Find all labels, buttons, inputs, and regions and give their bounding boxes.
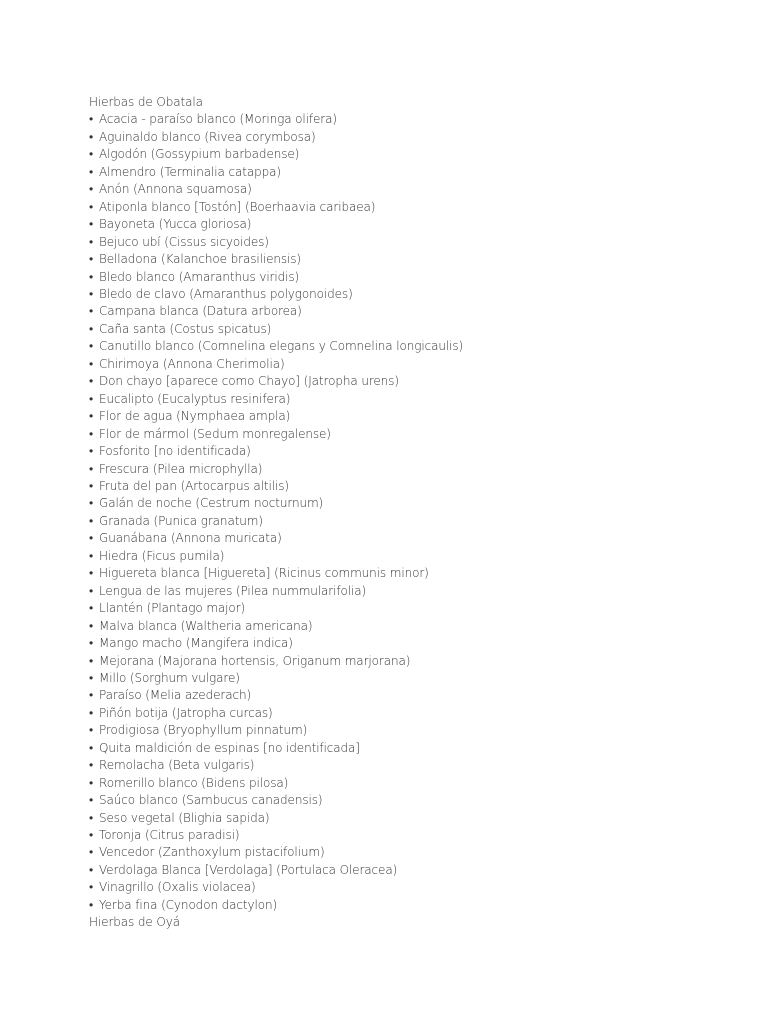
list-item (89, 740, 729, 757)
list-item (89, 879, 729, 896)
list-item-text: Quita maldición de espinas [no identificada] (99, 740, 360, 755)
list-item (89, 565, 729, 582)
bullet-icon: • (89, 164, 94, 179)
list-item (89, 757, 729, 774)
bullet-icon: • (89, 897, 94, 912)
list-item-text: Llantén (Plantago major) (99, 601, 246, 616)
list-item (89, 705, 729, 722)
list-item (89, 810, 729, 827)
list-item-text: Millo (Sorghum vulgare) (99, 670, 240, 685)
bullet-icon: • (89, 862, 94, 877)
bullet-icon: • (89, 269, 94, 284)
list-item (89, 426, 729, 443)
list-item (89, 827, 729, 844)
list-item (89, 443, 729, 460)
list-item-text: Acacia - paraíso blanco (Moringa olifera) (99, 112, 337, 127)
list-item-text: Fosforito [no identificada) (99, 444, 251, 459)
list-item-text: Caña santa (Costus spicatus) (99, 321, 272, 336)
list-item-text: Eucalipto (Eucalyptus resinifera) (99, 391, 291, 406)
list-item-text: Don chayo [aparece como Chayo] (Jatropha urens) (99, 374, 399, 389)
list-item (89, 303, 729, 320)
bullet-icon: • (89, 217, 94, 232)
bullet-icon: • (89, 252, 94, 267)
bullet-icon: • (89, 426, 94, 441)
bullet-icon: • (89, 531, 94, 546)
list-item (89, 600, 729, 617)
bullet-icon: • (89, 670, 94, 685)
list-item (89, 653, 729, 670)
list-item-text: Guanábana (Annona muricata) (99, 531, 282, 546)
bullet-icon: • (89, 286, 94, 301)
bullet-icon: • (89, 618, 94, 633)
list-item-text: Bledo blanco (Amaranthus viridis) (99, 269, 300, 284)
list-item (89, 216, 729, 233)
bullet-icon: • (89, 653, 94, 668)
bullet-icon: • (89, 478, 94, 493)
list-item-text: Romerillo blanco (Bidens pilosa) (99, 775, 289, 790)
bullet-icon: • (89, 758, 94, 773)
list-item (89, 862, 729, 879)
bullet-icon: • (89, 601, 94, 616)
list-item-text: Vencedor (Zanthoxylum pistacifolium) (99, 845, 325, 860)
list-item (89, 251, 729, 268)
list-item (89, 548, 729, 565)
list-item-text: Algodón (Gossypium barbadense) (99, 147, 300, 162)
list-item (89, 181, 729, 198)
bullet-icon: • (89, 513, 94, 528)
bullet-icon: • (89, 880, 94, 895)
list-item (89, 356, 729, 373)
list-item-text: Galán de noche (Cestrum nocturnum) (99, 496, 324, 511)
list-item (89, 618, 729, 635)
bullet-icon: • (89, 496, 94, 511)
document-body (89, 94, 729, 932)
list-item-text: Frescura (Pilea microphylla) (99, 461, 263, 476)
list-item (89, 792, 729, 809)
list-item (89, 164, 729, 181)
list-item (89, 269, 729, 286)
list-item-text: Lengua de las mujeres (Pilea nummularifolia) (99, 583, 367, 598)
list-item (89, 129, 729, 146)
list-item-text: Prodigiosa (Bryophyllum pinnatum) (99, 723, 308, 738)
bullet-icon: • (89, 409, 94, 424)
list-item-text: Vinagrillo (Oxalis violacea) (99, 880, 256, 895)
list-item-text: Piñón botija (Jatropha curcas) (99, 705, 273, 720)
section-heading-obatala: Hierbas de Obatala (89, 95, 203, 109)
bullet-icon: • (89, 828, 94, 843)
list-item-text: Mango macho (Mangifera indica) (99, 636, 293, 651)
list-item-text: Fruta del pan (Artocarpus altilis) (99, 478, 289, 493)
list-item (89, 234, 729, 251)
list-item-text: Flor de agua (Nymphaea ampla) (99, 409, 291, 424)
bullet-icon: • (89, 636, 94, 651)
list-item (89, 530, 729, 547)
bullet-icon: • (89, 234, 94, 249)
list-item (89, 199, 729, 216)
bullet-icon: • (89, 583, 94, 598)
list-item (89, 373, 729, 390)
bullet-icon: • (89, 775, 94, 790)
list-item-text: Campana blanca (Datura arborea) (99, 304, 302, 319)
list-item-text: Paraíso (Melia azederach) (99, 688, 252, 703)
bullet-icon: • (89, 845, 94, 860)
list-item-text: Bayoneta (Yucca gloriosa) (99, 217, 252, 232)
list-item (89, 478, 729, 495)
bullet-icon: • (89, 793, 94, 808)
list-item-text: Bejuco ubí (Cissus sicyoides) (99, 234, 269, 249)
bullet-icon: • (89, 356, 94, 371)
list-item (89, 722, 729, 739)
list-item-text: Aguinaldo blanco (Rivea corymbosa) (99, 129, 316, 144)
bullet-icon: • (89, 147, 94, 162)
list-item (89, 321, 729, 338)
bullet-icon: • (89, 339, 94, 354)
list-item (89, 111, 729, 128)
bullet-icon: • (89, 740, 94, 755)
list-item-text: Belladona (Kalanchoe brasiliensis) (99, 252, 301, 267)
bullet-icon: • (89, 723, 94, 738)
list-item (89, 286, 729, 303)
list-item-text: Chirimoya (Annona Cherimolia) (99, 356, 285, 371)
bullet-icon: • (89, 444, 94, 459)
list-item (89, 338, 729, 355)
bullet-icon: • (89, 566, 94, 581)
bullet-icon: • (89, 199, 94, 214)
list-item (89, 844, 729, 861)
bullet-icon: • (89, 321, 94, 336)
plant-list (89, 111, 729, 914)
list-item-text: Verdolaga Blanca [Verdolaga] (Portulaca Oleracea) (99, 862, 398, 877)
list-item-text: Toronja (Citrus paradisi) (99, 828, 240, 843)
list-item-text: Yerba fina (Cynodon dactylon) (99, 897, 278, 912)
bullet-icon: • (89, 461, 94, 476)
list-item (89, 461, 729, 478)
list-item-text: Flor de mármol (Sedum monregalense) (99, 426, 331, 441)
list-item (89, 687, 729, 704)
list-item-text: Saúco blanco (Sambucus canadensis) (99, 793, 323, 808)
bullet-icon: • (89, 688, 94, 703)
list-item (89, 513, 729, 530)
list-item (89, 391, 729, 408)
bullet-icon: • (89, 391, 94, 406)
list-item-text: Canutillo blanco (Comnelina elegans y Comnelina longicaulis) (99, 339, 464, 354)
list-item (89, 670, 729, 687)
list-item-text: Atiponla blanco [Tostón] (Boerhaavia caribaea) (99, 199, 376, 214)
bullet-icon: • (89, 182, 94, 197)
list-item (89, 495, 729, 512)
bullet-icon: • (89, 810, 94, 825)
list-item-text: Malva blanca (Waltheria americana) (99, 618, 313, 633)
list-item (89, 146, 729, 163)
bullet-icon: • (89, 304, 94, 319)
section-heading-oya: Hierbas de Oyá (89, 915, 181, 930)
list-item (89, 583, 729, 600)
list-item-text: Almendro (Terminalia catappa) (99, 164, 281, 179)
list-item-text: Seso vegetal (Blighia sapida) (99, 810, 270, 825)
list-item-text: Bledo de clavo (Amaranthus polygonoides) (99, 286, 353, 301)
list-item-text: Granada (Punica granatum) (99, 513, 263, 528)
bullet-icon: • (89, 112, 94, 127)
list-item (89, 408, 729, 425)
list-item-text: Hiedra (Ficus pumila) (99, 548, 225, 563)
list-item (89, 775, 729, 792)
list-item (89, 897, 729, 914)
list-item-text: Remolacha (Beta vulgaris) (99, 758, 255, 773)
bullet-icon: • (89, 129, 94, 144)
list-item-text: Anón (Annona squamosa) (99, 182, 252, 197)
bullet-icon: • (89, 548, 94, 563)
bullet-icon: • (89, 705, 94, 720)
list-item (89, 635, 729, 652)
list-item-text: Higuereta blanca [Higuereta] (Ricinus communis minor) (99, 566, 429, 581)
bullet-icon: • (89, 374, 94, 389)
list-item-text: Mejorana (Majorana hortensis, Origanum marjorana) (99, 653, 411, 668)
